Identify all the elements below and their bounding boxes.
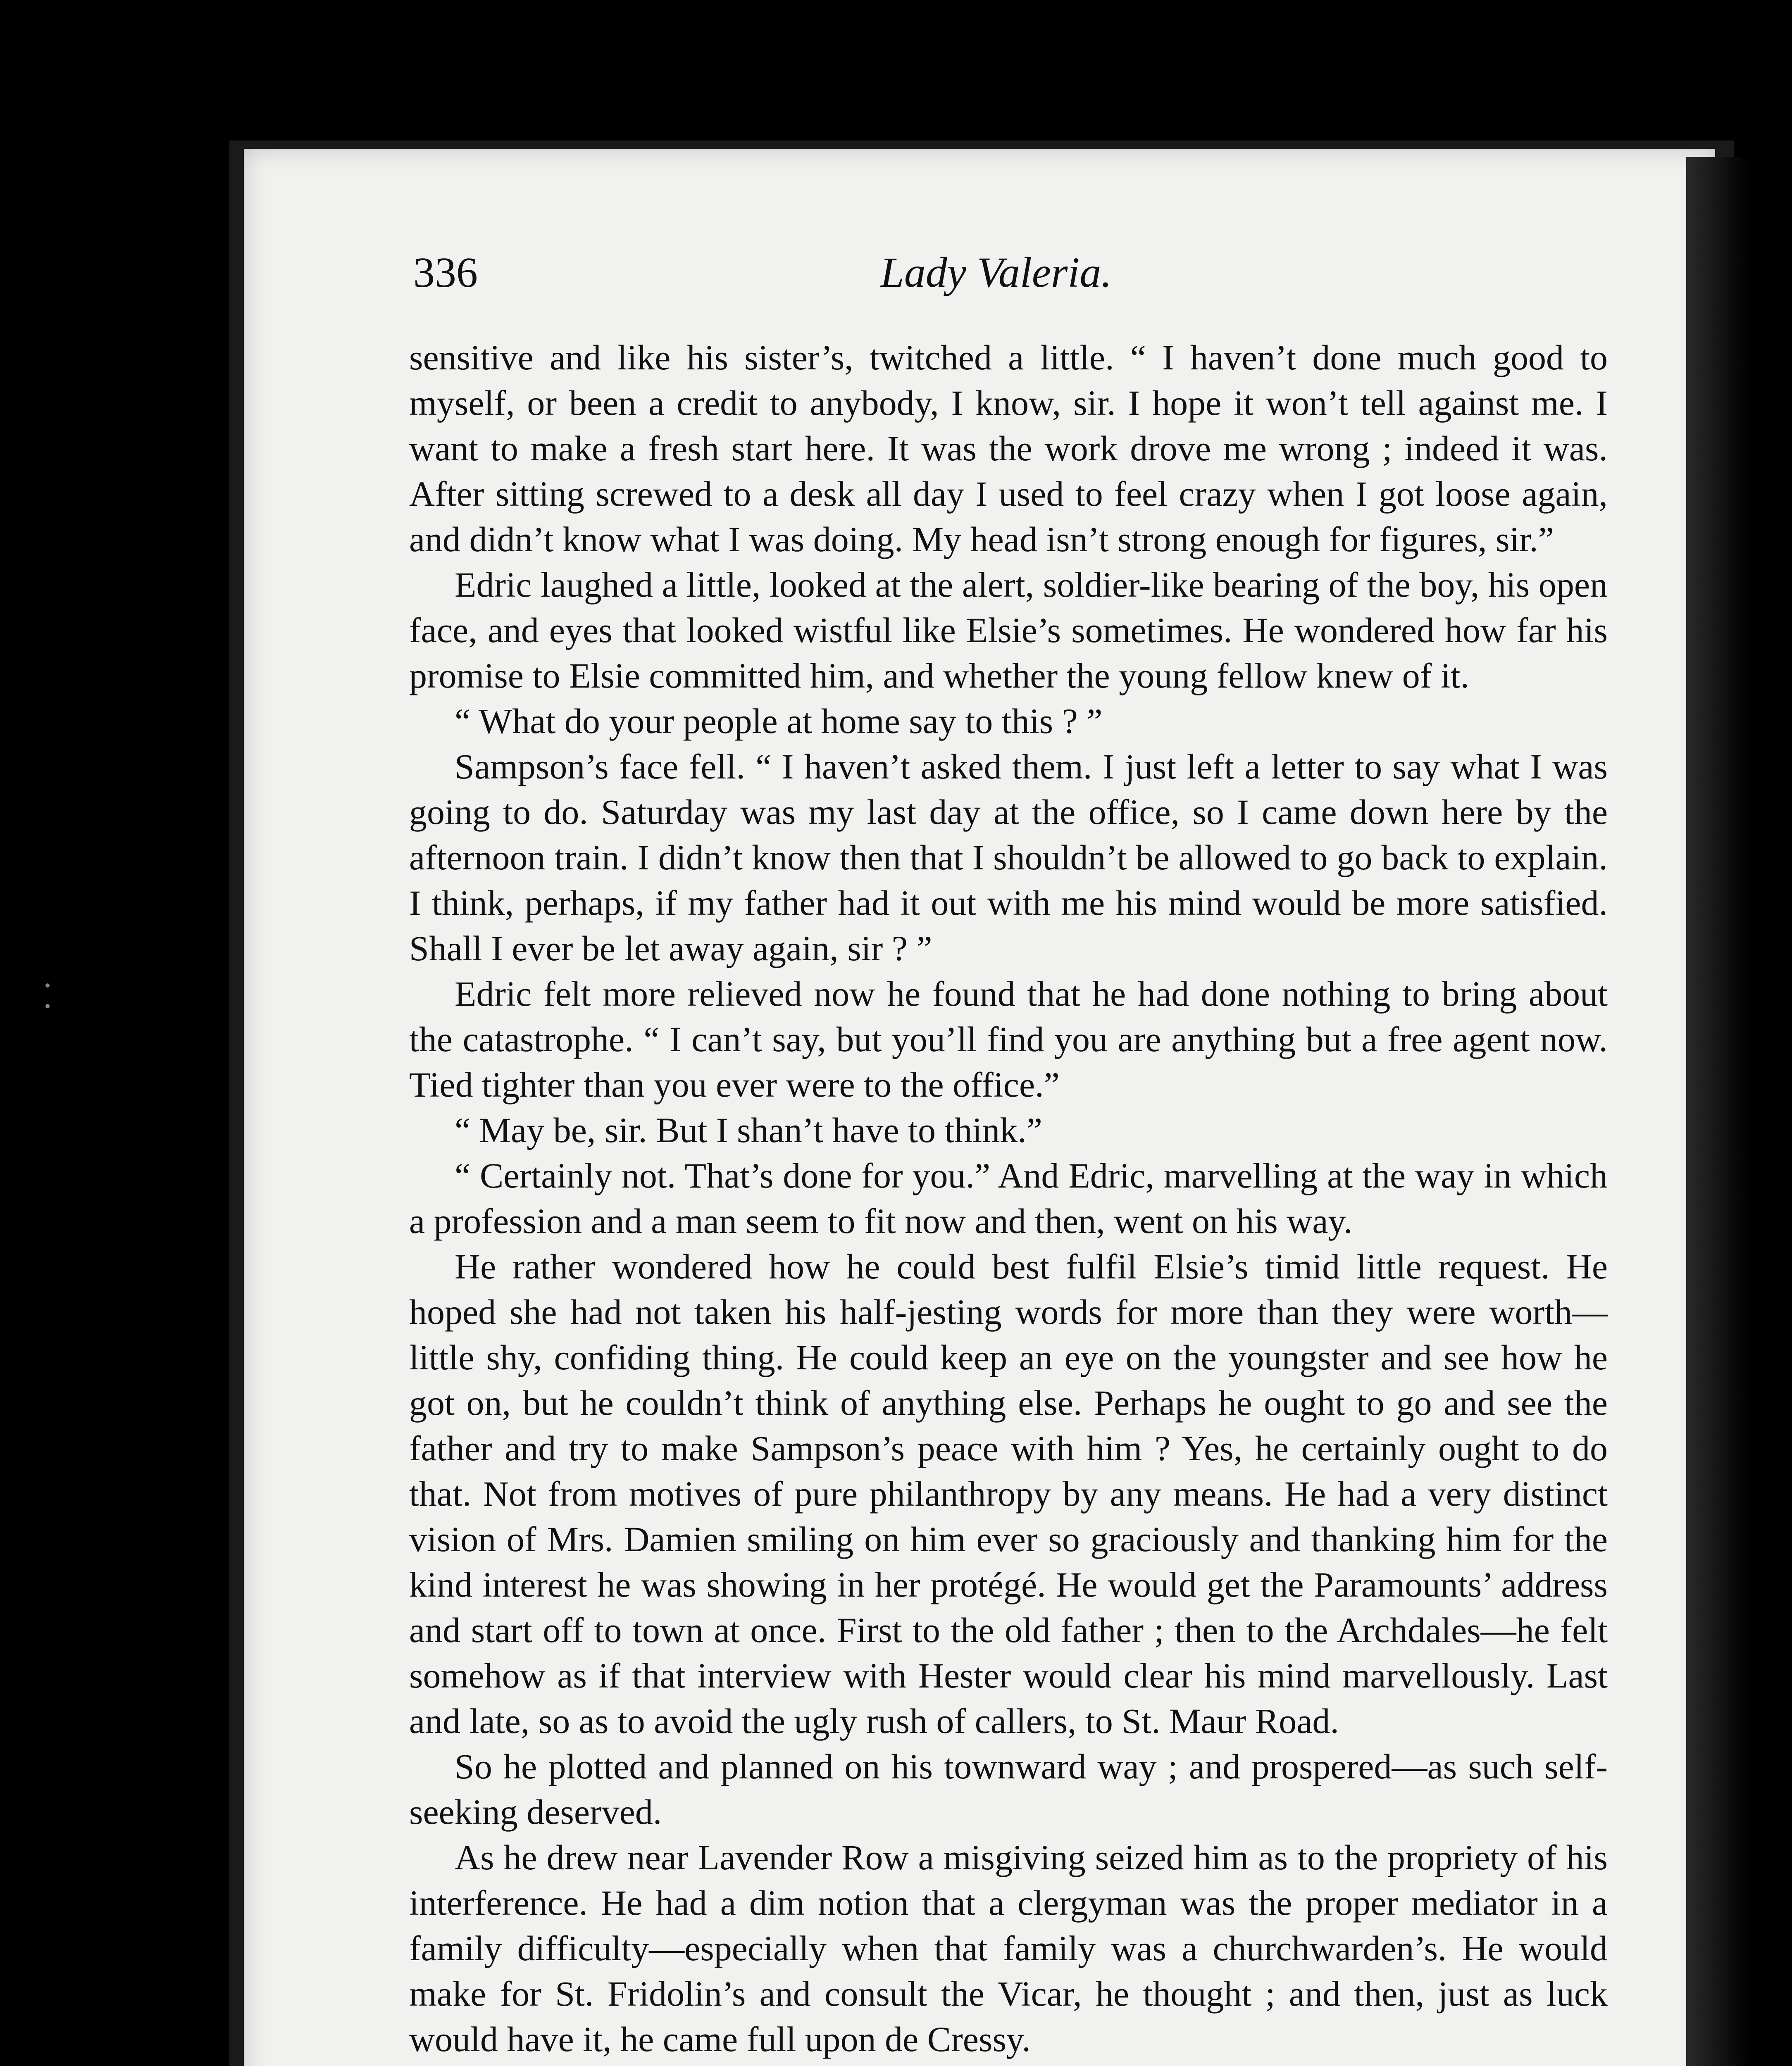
paragraph: Edric felt more relieved now he found that he had done nothing to bring about the catastrophe. “ I can’t say, but you’ll find you are anything but a free agent now. Tied tighter than you ever were to the office.” [409, 974, 1608, 1104]
scan-specks [45, 983, 54, 1033]
running-title: Lady Valeria. [880, 249, 1112, 296]
book-gutter [1686, 157, 1792, 2066]
paragraph: Edric laughed a little, looked at the alert, soldier-like bearing of the boy, his open face, and eyes that looked wistful like Elsie’s sometimes. He wondered how far his promise to Elsie committed him, and whether the young fellow knew of it. [409, 565, 1608, 695]
paragraph: As he drew near Lavender Row a misgiving seized him as to the propriety of his interference. He had a dim notion that a clergyman was the proper mediator in a family difficulty—especially when that family was a churchwarden’s. He would make for St. Fridolin’s and consult the Vicar, he thought ; and then, just as luck would have it, he came full upon de Cressy. [409, 1838, 1608, 2059]
body-text [409, 335, 1608, 2062]
paragraph: He rather wondered how he could best fulfil Elsie’s timid little request. He hoped she had not taken his half-jesting words for more than they were worth—little shy, confiding thing. He could keep an eye on the youngster and see how he got on, but he couldn’t think of anything else. Perhaps he ought to go and see the father and try to make Sampson’s peace with him ? Yes, he certainly ought to do that. Not from motives of pure philanthropy by any means. He had a very distinct vision of Mrs. Damien smiling on him ever so graciously and thanking him for the kind interest he was showing in her protégé. He would get the Paramounts’ address and start off to town at once. First to the old father ; then to the Archdales—he felt somehow as if that interview with Hester would clear his mind marvellously. Last and late, so as to avoid the ugly rush of callers, to St. Maur Road. [409, 1247, 1608, 1741]
page-number: 336 [413, 249, 478, 296]
paragraph: So he plotted and planned on his townward way ; and prospered—as such self-seeking deserved. [409, 1747, 1608, 1832]
paragraph: “ Certainly not. That’s done for you.” And Edric, marvelling at the way in which a profession and a man seem to fit now and then, went on his way. [409, 1156, 1608, 1241]
page-header [413, 231, 1604, 314]
paragraph: Sampson’s face fell. “ I haven’t asked them. I just left a letter to say what I was going to do. Saturday was my last day at the office, so I came down here by the afternoon train. I didn’t know then that I shouldn’t be allowed to go back to explain. I think, perhaps, if my father had it out with me his mind would be more satisfied. Shall I ever be let away again, sir ? ” [409, 747, 1608, 968]
paragraph: sensitive and like his sister’s, twitched a little. “ I haven’t done much good to myself, or been a credit to anybody, I know, sir. I hope it won’t tell against me. I want to make a fresh start here. It was the work drove me wrong ; indeed it was. After sitting screwed to a desk all day I used to feel crazy when I got loose again, and didn’t know what I was doing. My head isn’t strong enough for figures, sir.” [409, 338, 1608, 559]
paragraph: “ May be, sir. But I shan’t have to think.” [455, 1110, 1042, 1150]
paragraph: “ What do your people at home say to this ? ” [455, 701, 1103, 741]
